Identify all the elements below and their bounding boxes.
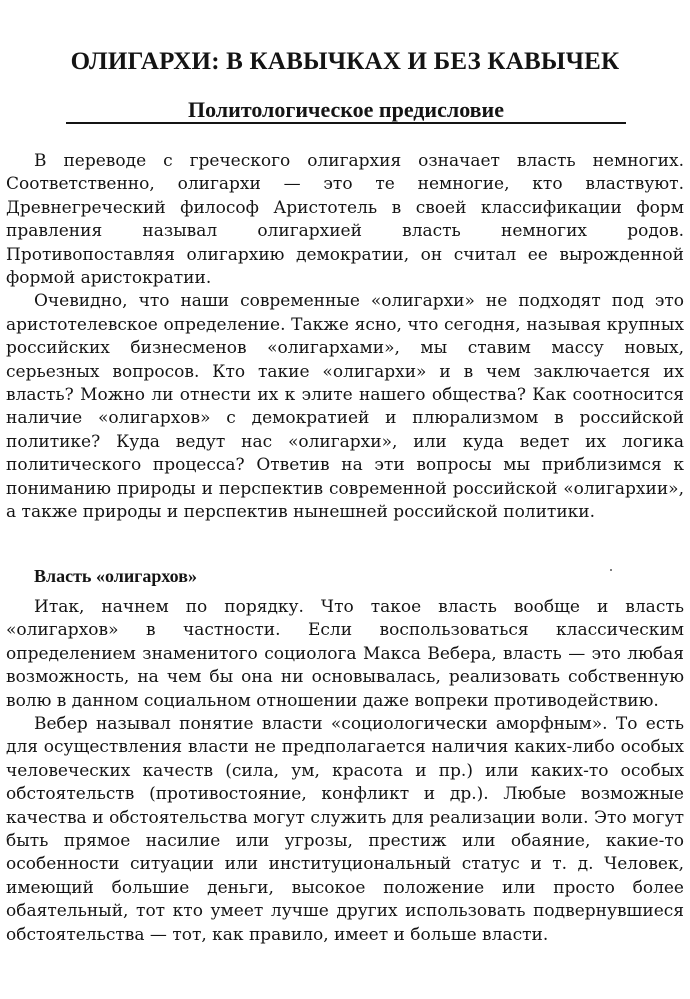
page-subtitle: Политологическое предисловие: [187, 97, 504, 122]
paragraph: Очевидно, что наши современные «олигархи» не подходят под это аристотелевское определение. Также ясно, что сегодня, называя крупных российских бизнесменов «олигархами», мы ставим массу новых, серьезных вопросов. Кто такие «олигархи» и в чем заключается их власть? Можно ли отнести их к элите нашего общества? Как соотносится наличие «олигархов» с демократией и плюрализмом в российской политике? Куда ведут нас «олигархи», или куда ведет их логика политического процесса? Ответив на эти вопросы мы приблизимся к пониманию природы и перспектив современной российской «олигархии», а также природы и перспектив нынешней российской политики.: [6, 291, 684, 523]
intro-text: [6, 150, 684, 525]
subtitle-block: [66, 96, 626, 128]
page-title: ОЛИГАРХИ: В КАВЫЧКАХ И БЕЗ КАВЫЧЕК: [70, 48, 620, 75]
section-heading: Власть «олигархов»: [34, 566, 197, 586]
print-speck: [610, 569, 612, 571]
paragraph: Вебер называл понятие власти «социологически аморфным». То есть для осуществления власти не предполагается наличия каких-либо особых человеческих качеств (сила, ум, красота и пр.) или каких-то особых обстоятельств (противостояние, конфликт и др.). Любые возможные качества и обстоятельства могут служить для реализации воли. Это могут быть прямое насилие или угрозы, престиж или обаяние, какие-то особенности ситуации или институциональный статус и т. д. Человек, имеющий большие деньги, высокое положение или просто более обаятельный, тот кто умеет лучше других использовать подвернувшиеся обстоятельства — тот, как правило, имеет и больше власти.: [6, 714, 684, 945]
section-text: [6, 596, 684, 947]
paragraph: Итак, начнем по порядку. Что такое власть вообще и власть «олигархов» в частности. Если воспользоваться классическим определением знаменитого социолога Макса Вебера, власть — это любая возможность, на чем бы она ни основывалась, реализовать собственную волю в данном социальном отношении даже вопреки противодействию.: [6, 597, 684, 711]
paragraph: В переводе с греческого олигархия означает власть немногих. Соответственно, олигархи — это те немногие, кто властвуют. Древнегреческий философ Аристотель в своей классификации форм правления называл олигархией власть немногих родов. Противопоставляя олигархию демократии, он считал ее вырожденной формой аристократии.: [6, 151, 684, 289]
